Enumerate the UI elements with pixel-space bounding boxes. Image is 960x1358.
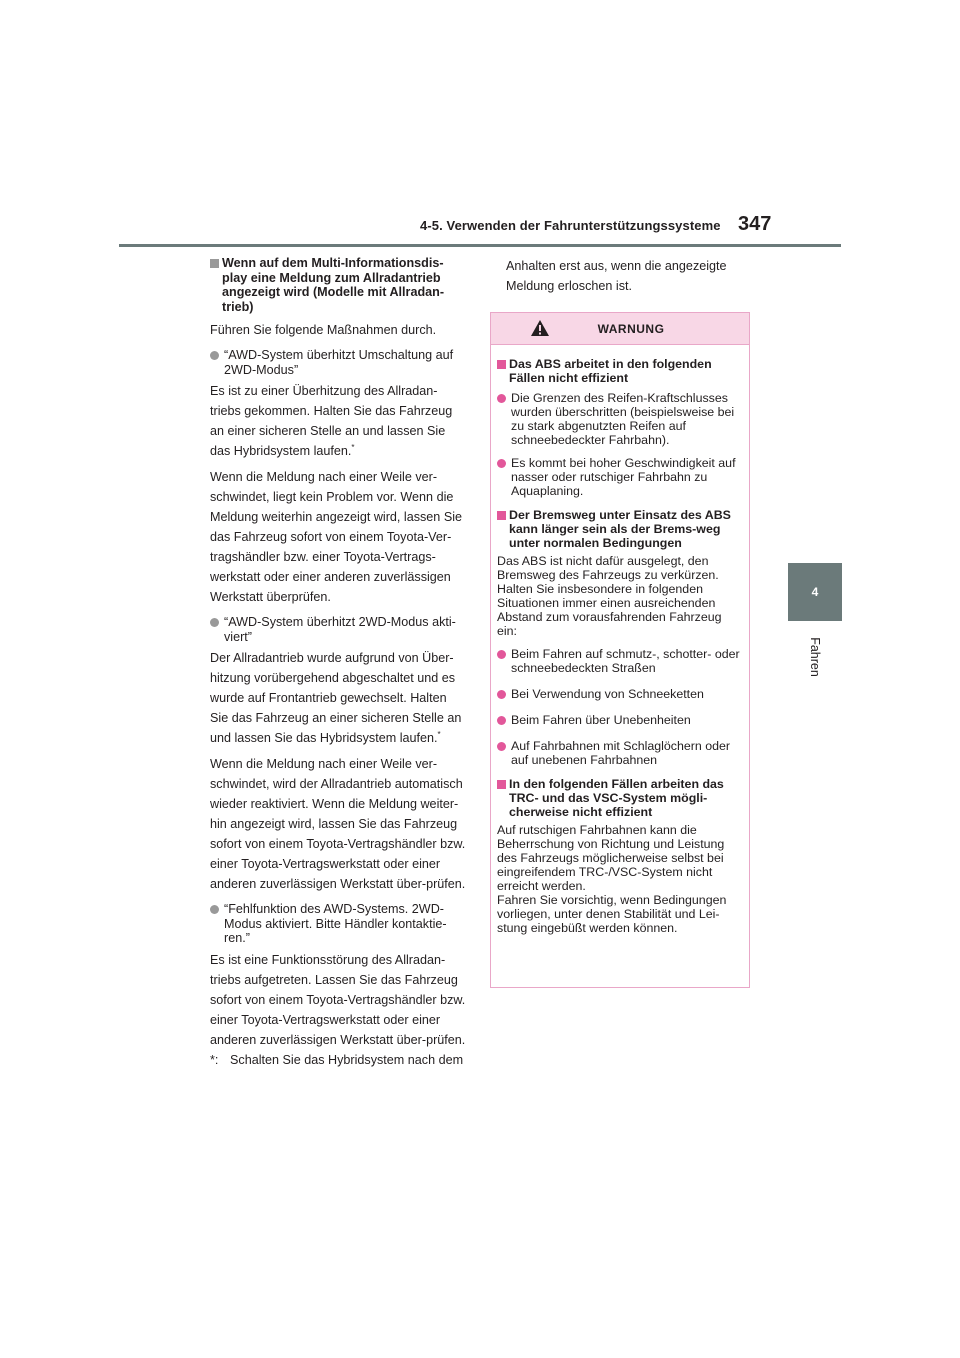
section-title: 4-5. Verwenden der Fahrunterstützungssysteme: [420, 218, 721, 233]
warning-text: Auf rutschigen Fahrbahnen kann die Beherrschung von Richtung und Leistung des Fahrzeugs möglicherweise selbst bei eingreifendem TRC-/VSC-System nicht erreicht werden.: [497, 823, 725, 893]
paragraph: Es ist zu einer Überhitzung des Allradan-triebs gekommen. Halten Sie das Fahrzeug an einer sicheren Stelle an und lassen Sie das Hybridsystem laufen.*: [210, 384, 453, 458]
warning-box: [490, 312, 750, 988]
square-bullet-icon: [497, 511, 506, 520]
warning-body: [491, 345, 749, 935]
circle-bullet-icon: [497, 716, 506, 725]
bullet-text: Auf Fahrbahnen mit Schlaglöchern oder auf unebenen Fahrbahnen: [511, 739, 731, 767]
asterisk-mark: *: [351, 442, 355, 452]
header-rule: [119, 244, 841, 247]
list-item: [497, 647, 741, 675]
list-item: [497, 456, 741, 498]
footnote-mark: *:: [210, 1052, 219, 1067]
circle-bullet-icon: [210, 618, 219, 627]
list-item: [497, 391, 741, 447]
footnote-continuation-text: Anhalten erst aus, wenn die angezeigte Meldung erloschen ist.: [506, 259, 727, 293]
bullet-text: “AWD-System überhitzt 2WD-Modus akti-viert”: [224, 615, 456, 644]
paragraph: Wenn die Meldung nach einer Weile ver-schwindet, liegt kein Problem vor. Wenn die Meldung weiterhin angezeigt wird, lassen Sie das Fahrzeug sofort von einem Toyota-Ver-tragshändler bzw. einer Toyota-Vertrags-werkstatt oder einer anderen zuverlässigen Werkstatt überprüfen.: [210, 470, 463, 604]
page-number: 347: [738, 213, 772, 235]
warning-text: Das ABS ist nicht dafür ausgelegt, den Bremsweg des Fahrzeugs zu verkürzen. Halten Sie insbesondere in folgenden Situationen immer einen ausreichenden Abstand zum vorausfahrenden Fahrzeug ein:: [497, 554, 722, 638]
circle-bullet-icon: [497, 394, 506, 403]
circle-bullet-icon: [497, 742, 506, 751]
list-item: [497, 739, 741, 767]
intro-paragraph: Führen Sie folgende Maßnahmen durch.: [210, 323, 437, 337]
paragraph: Der Allradantrieb wurde aufgrund von Über-hitzung vorübergehend abgeschaltet und es wurde auf Frontantrieb gewechselt. Halten Sie das Fahrzeug an einer sicheren Stelle an und lassen Sie das Hybridsystem laufen.*: [210, 651, 462, 745]
chapter-tab[interactable]: [788, 563, 842, 621]
heading-text: Wenn auf dem Multi-Informationsdis-play eine Meldung zum Allradantrieb angezeigt wird (Modelle mit Allradan-trieb): [222, 256, 445, 314]
section-heading: [210, 256, 468, 314]
paragraph: Wenn die Meldung nach einer Weile ver-schwindet, wird der Allradantrieb automatisch wieder reaktiviert. Wenn die Meldung weiter-hin angezeigt wird, lassen Sie das Fahrzeug sofort von einem Toyota-Vertragshändler bzw. einer Toyota-Vertragswerkstatt oder einer anderen zuverlässigen Werkstatt über-prüfen.: [210, 757, 466, 891]
square-bullet-icon: [497, 780, 506, 789]
warning-header: [491, 313, 749, 345]
left-column: [210, 256, 468, 1068]
warning-heading: [497, 777, 741, 819]
circle-bullet-icon: [497, 690, 506, 699]
warning-heading: [497, 508, 741, 550]
footnote-text: Schalten Sie das Hybridsystem nach dem: [230, 1052, 464, 1067]
heading-text: Der Bremsweg unter Einsatz des ABS kann länger sein als der Brems-weg unter normalen Bedingungen: [509, 508, 731, 550]
warning-title: WARNUNG: [597, 321, 665, 336]
chapter-name: Fahren: [807, 637, 822, 677]
list-item: [497, 687, 741, 701]
list-item: [210, 902, 468, 946]
circle-bullet-icon: [497, 459, 506, 468]
footnote-continuation: [506, 256, 756, 296]
bullet-text: “Fehlfunktion des AWD-Systems. 2WD-Modus aktiviert. Bitte Händler kontaktie-ren.”: [224, 902, 447, 945]
warning-heading: [497, 357, 741, 385]
list-item: [497, 713, 741, 727]
paragraph: Es ist eine Funktionsstörung des Allradan-triebs aufgetreten. Lassen Sie das Fahrzeug sofort von einem Toyota-Vertragshändler bzw. einer Toyota-Vertragswerkstatt oder einer anderen zuverlässigen Werkstatt über-prüfen.: [210, 952, 466, 1047]
square-bullet-icon: [210, 259, 219, 268]
circle-bullet-icon: [210, 351, 219, 360]
heading-text: Das ABS arbeitet in den folgenden Fällen nicht effizient: [509, 357, 712, 385]
chapter-label: [787, 632, 843, 682]
bullet-text: Beim Fahren über Unebenheiten: [511, 713, 691, 727]
circle-bullet-icon: [210, 905, 219, 914]
warning-text: Fahren Sie vorsichtig, wenn Bedingungen vorliegen, unter denen Stabilität und Lei-stung eingebüßt werden können.: [497, 893, 727, 935]
bullet-text: Bei Verwendung von Schneeketten: [511, 687, 704, 701]
warning-triangle-icon: [530, 319, 550, 337]
bullet-text: Beim Fahren auf schmutz-, schotter- oder schneebedeckten Straßen: [511, 647, 740, 675]
chapter-number: 4: [811, 585, 819, 599]
asterisk-mark: *: [437, 729, 441, 739]
list-item: [210, 615, 468, 644]
bullet-text: Es kommt bei hoher Geschwindigkeit auf nasser oder rutschiger Fahrbahn zu Aquaplaning.: [511, 456, 736, 498]
bullet-text: “AWD-System überhitzt Umschaltung auf 2WD-Modus”: [224, 348, 454, 377]
footnote: [210, 1052, 468, 1068]
square-bullet-icon: [497, 360, 506, 369]
bullet-text: Die Grenzen des Reifen-Kraftschlusses wurden überschritten (beispielsweise bei zu stark abgenutzten Reifen auf schneebedeckter Fahrbahn).: [511, 391, 735, 447]
heading-text: In den folgenden Fällen arbeiten das TRC- und das VSC-System mögli-cherweise nicht effizient: [509, 777, 724, 819]
circle-bullet-icon: [497, 650, 506, 659]
list-item: [210, 348, 468, 377]
